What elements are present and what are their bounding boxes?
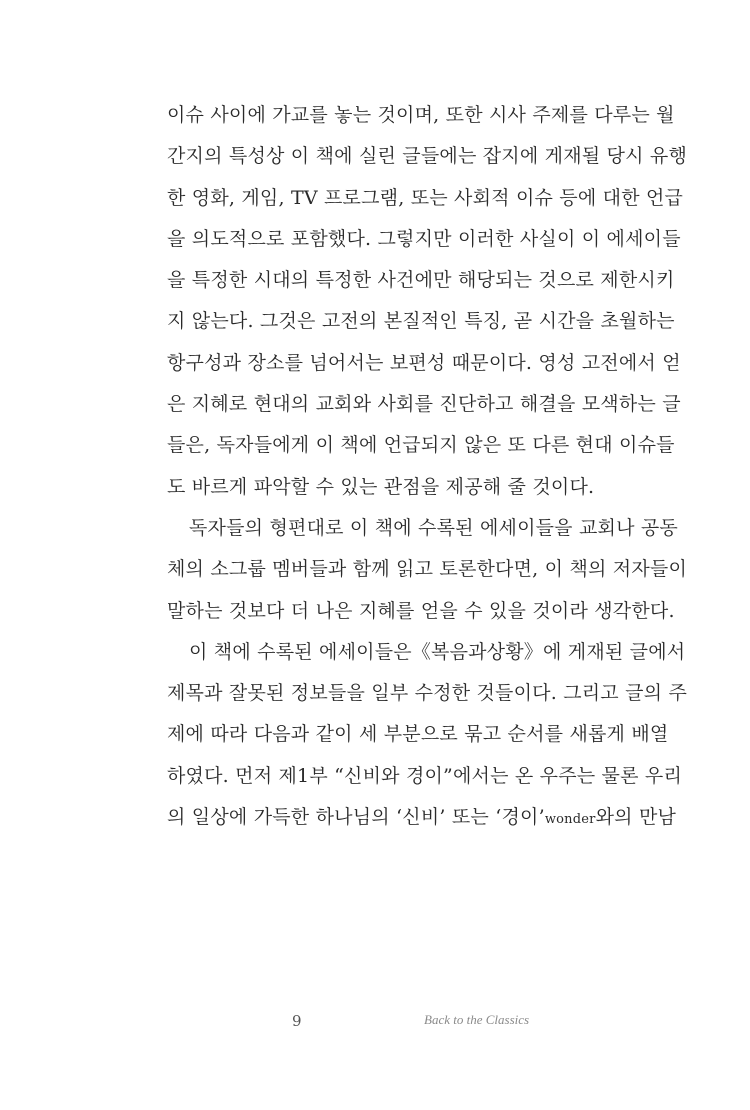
text-line: 제목과 잘못된 정보들을 일부 수정한 것들이다. 그리고 글의 주 [167,682,688,705]
text-segment: 의 일상에 가득한 하나님의 ‘신비’ 또는 ‘경이’ [167,806,545,829]
paragraph-1 [167,95,688,508]
text-line: 은 지혜로 현대의 교회와 사회를 진단하고 해결을 모색하는 글 [167,393,681,416]
page-footer [0,1012,750,1036]
text-line: 체의 소그룹 멤버들과 함께 읽고 토론한다면, 이 책의 저자들이 [167,558,688,581]
text-line: 항구성과 장소를 넘어서는 보편성 때문이다. 영성 고전에서 얻 [167,351,681,374]
text-line: 이슈 사이에 가교를 놓는 것이며, 또한 시사 주제를 다루는 월 [167,104,675,126]
text-line: 을 특정한 시대의 특정한 사건에만 해당되는 것으로 제한시키 [167,269,675,292]
paragraph-2 [167,508,688,632]
paragraph-3 [167,632,688,838]
text-line: 지 않는다. 그것은 고전의 본질적인 특징, 곧 시간을 초월하는 [167,310,675,333]
text-line: 을 의도적으로 포함했다. 그렇지만 이러한 사실이 이 에세이들 [167,227,681,250]
text-line: 한 영화, 게임, TV 프로그램, 또는 사회적 이슈 등에 대한 언급 [167,186,684,209]
text-line: 하였다. 먼저 제1부 “신비와 경이”에서는 온 우주는 물론 우리 [167,764,683,787]
text-line: 독자들의 형편대로 이 책에 수록된 에세이들을 교회나 공동 [189,516,678,539]
text-line: 들은, 독자들에게 이 책에 언급되지 않은 또 다른 현대 이슈들 [167,434,675,457]
english-gloss: wonder [544,812,596,828]
page-number: 9 [292,1012,302,1030]
page-body [167,95,688,838]
text-line: 말하는 것보다 더 나은 지혜를 얻을 수 있을 것이라 생각한다. [167,599,675,622]
text-segment: 와의 만남 [595,806,677,829]
text-line: 제에 따라 다음과 같이 세 부분으로 묶고 순서를 새롭게 배열 [167,723,669,746]
text-line [167,797,677,838]
running-title: Back to the Classics [424,1012,530,1027]
text-line: 도 바르게 파악할 수 있는 관점을 제공해 줄 것이다. [167,475,595,498]
text-line: 이 책에 수록된 에세이들은《복음과상황》에 게재된 글에서 [189,640,686,663]
text-line: 간지의 특성상 이 책에 실린 글들에는 잡지에 게재될 당시 유행 [167,145,688,168]
